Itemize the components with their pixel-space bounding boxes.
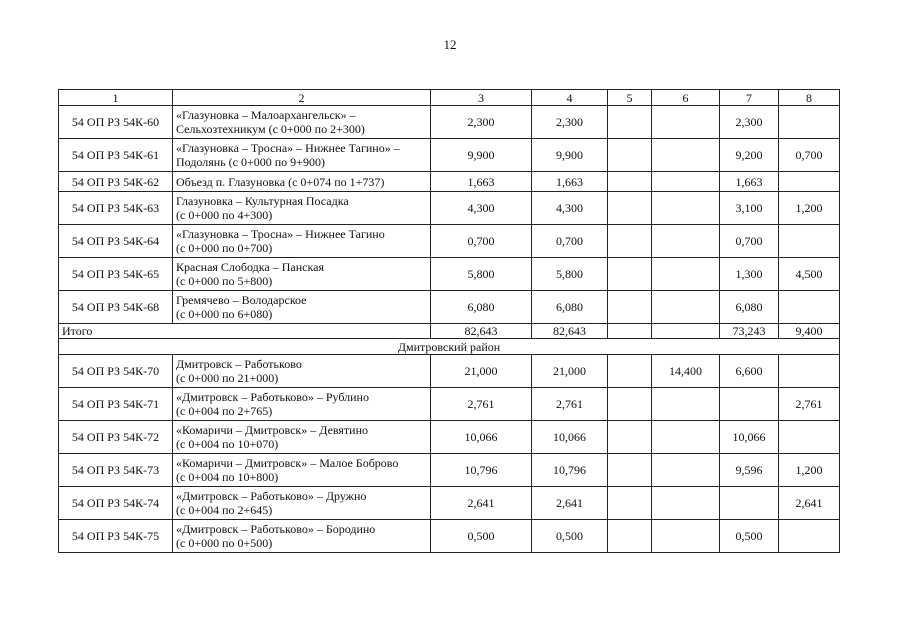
table-row — [59, 487, 840, 520]
cell-col-8 — [779, 421, 840, 454]
cell-col-8: 0,700 — [779, 139, 840, 172]
cell-col-6 — [652, 106, 720, 139]
road-name-line2: (с 0+000 по 0+700) — [176, 241, 273, 255]
cell-col-6 — [652, 291, 720, 324]
cell-col-5 — [608, 225, 652, 258]
cell-col-7: 6,080 — [720, 291, 779, 324]
cell-col-3: 0,500 — [431, 520, 532, 553]
cell-col-4: 0,500 — [532, 520, 608, 553]
total-label: Итого — [59, 324, 431, 339]
total-col-4: 82,643 — [532, 324, 608, 339]
cell-col-8 — [779, 225, 840, 258]
road-name — [173, 520, 431, 553]
cell-col-4: 1,663 — [532, 172, 608, 192]
cell-col-4: 10,796 — [532, 454, 608, 487]
cell-col-6 — [652, 388, 720, 421]
road-code: 54 ОП РЗ 54К-62 — [59, 172, 173, 192]
table-body — [59, 106, 840, 553]
road-code: 54 ОП РЗ 54К-73 — [59, 454, 173, 487]
table-row — [59, 225, 840, 258]
road-name-line1: «Дмитровск – Работьково» – Бородино — [176, 522, 376, 536]
table-row — [59, 520, 840, 553]
road-name-line2: (с 0+000 по 6+080) — [176, 307, 273, 321]
table-row — [59, 172, 840, 192]
cell-col-7: 0,700 — [720, 225, 779, 258]
cell-col-8 — [779, 172, 840, 192]
road-name-line1: «Глазуновка – Тросна» – Нижнее Тагино — [176, 227, 385, 241]
cell-col-7: 9,596 — [720, 454, 779, 487]
cell-col-4: 0,700 — [532, 225, 608, 258]
road-name-line2: (с 0+004 по 2+645) — [176, 503, 273, 517]
road-name — [173, 192, 431, 225]
total-col-6 — [652, 324, 720, 339]
cell-col-4: 2,761 — [532, 388, 608, 421]
total-col-3: 82,643 — [431, 324, 532, 339]
cell-col-6: 14,400 — [652, 355, 720, 388]
total-col-8: 9,400 — [779, 324, 840, 339]
road-name-line2: Подолянь (с 0+000 по 9+900) — [176, 155, 325, 169]
road-name-line2: (с 0+000 по 21+000) — [176, 371, 279, 385]
cell-col-7: 3,100 — [720, 192, 779, 225]
road-code: 54 ОП РЗ 54К-64 — [59, 225, 173, 258]
cell-col-3: 9,900 — [431, 139, 532, 172]
road-name-line2: (с 0+000 по 5+800) — [176, 274, 273, 288]
road-name-line1: Красная Слободка – Панская — [176, 260, 324, 274]
road-code: 54 ОП РЗ 54К-75 — [59, 520, 173, 553]
header-col-1: 1 — [59, 90, 173, 106]
cell-col-7 — [720, 487, 779, 520]
cell-col-5 — [608, 520, 652, 553]
road-name — [173, 487, 431, 520]
road-code: 54 ОП РЗ 54К-60 — [59, 106, 173, 139]
cell-col-5 — [608, 139, 652, 172]
road-name-line2: (с 0+000 по 0+500) — [176, 536, 273, 550]
road-name-line1: Объезд п. Глазуновка (с 0+074 по 1+737) — [176, 174, 385, 189]
road-name-line1: «Дмитровск – Работьково» – Дружно — [176, 489, 367, 503]
road-name — [173, 388, 431, 421]
cell-col-8: 2,641 — [779, 487, 840, 520]
section-row — [59, 339, 840, 355]
cell-col-6 — [652, 454, 720, 487]
cell-col-3: 6,080 — [431, 291, 532, 324]
road-name — [173, 421, 431, 454]
cell-col-5 — [608, 355, 652, 388]
road-name — [173, 139, 431, 172]
cell-col-3: 1,663 — [431, 172, 532, 192]
cell-col-4: 6,080 — [532, 291, 608, 324]
header-col-4: 4 — [532, 90, 608, 106]
cell-col-8: 4,500 — [779, 258, 840, 291]
table-row — [59, 139, 840, 172]
cell-col-5 — [608, 172, 652, 192]
cell-col-7: 1,663 — [720, 172, 779, 192]
cell-col-5 — [608, 106, 652, 139]
cell-col-5 — [608, 487, 652, 520]
cell-col-6 — [652, 172, 720, 192]
header-col-5: 5 — [608, 90, 652, 106]
roads-table — [58, 89, 840, 553]
road-name-line2: (с 0+004 по 10+800) — [176, 470, 279, 484]
road-name — [173, 225, 431, 258]
cell-col-4: 21,000 — [532, 355, 608, 388]
road-code: 54 ОП РЗ 54К-63 — [59, 192, 173, 225]
road-code: 54 ОП РЗ 54К-72 — [59, 421, 173, 454]
road-code: 54 ОП РЗ 54К-65 — [59, 258, 173, 291]
table-row — [59, 388, 840, 421]
header-col-6: 6 — [652, 90, 720, 106]
road-name-line1: Гремячево – Володарское — [176, 293, 307, 307]
cell-col-3: 4,300 — [431, 192, 532, 225]
cell-col-7: 9,200 — [720, 139, 779, 172]
cell-col-4: 2,641 — [532, 487, 608, 520]
cell-col-6 — [652, 192, 720, 225]
table-row — [59, 454, 840, 487]
cell-col-8 — [779, 520, 840, 553]
cell-col-7 — [720, 388, 779, 421]
cell-col-6 — [652, 421, 720, 454]
road-name — [173, 258, 431, 291]
road-name-line1: «Комаричи – Дмитровск» – Девятино — [176, 423, 369, 437]
road-code: 54 ОП РЗ 54К-70 — [59, 355, 173, 388]
cell-col-7: 2,300 — [720, 106, 779, 139]
header-col-8: 8 — [779, 90, 840, 106]
road-name-line1: «Комаричи – Дмитровск» – Малое Боброво — [176, 456, 399, 470]
road-name — [173, 172, 431, 192]
table-row — [59, 192, 840, 225]
cell-col-6 — [652, 487, 720, 520]
cell-col-3: 0,700 — [431, 225, 532, 258]
cell-col-4: 4,300 — [532, 192, 608, 225]
total-col-5 — [608, 324, 652, 339]
header-row — [59, 90, 840, 106]
cell-col-8 — [779, 355, 840, 388]
road-name-line2: (с 0+000 по 4+300) — [176, 208, 273, 222]
road-name-line1: «Дмитровск – Работьково» – Рублино — [176, 390, 369, 404]
cell-col-3: 2,761 — [431, 388, 532, 421]
cell-col-4: 5,800 — [532, 258, 608, 291]
page-number: 12 — [443, 37, 457, 52]
road-name — [173, 291, 431, 324]
road-code: 54 ОП РЗ 54К-61 — [59, 139, 173, 172]
cell-col-8 — [779, 106, 840, 139]
road-name-line1: «Глазуновка – Тросна» – Нижнее Тагино» – — [176, 141, 400, 155]
road-name — [173, 454, 431, 487]
total-col-7: 73,243 — [720, 324, 779, 339]
road-code: 54 ОП РЗ 54К-74 — [59, 487, 173, 520]
road-name-line2: (с 0+004 по 2+765) — [176, 404, 273, 418]
cell-col-3: 21,000 — [431, 355, 532, 388]
table-row — [59, 421, 840, 454]
header-col-2: 2 — [173, 90, 431, 106]
table-row — [59, 258, 840, 291]
total-row — [59, 324, 840, 339]
cell-col-6 — [652, 258, 720, 291]
cell-col-5 — [608, 421, 652, 454]
cell-col-4: 2,300 — [532, 106, 608, 139]
cell-col-7: 1,300 — [720, 258, 779, 291]
table-header — [59, 90, 840, 106]
cell-col-6 — [652, 520, 720, 553]
cell-col-5 — [608, 291, 652, 324]
cell-col-8: 1,200 — [779, 454, 840, 487]
table-row — [59, 291, 840, 324]
cell-col-3: 5,800 — [431, 258, 532, 291]
cell-col-3: 2,300 — [431, 106, 532, 139]
road-code: 54 ОП РЗ 54К-71 — [59, 388, 173, 421]
header-col-3: 3 — [431, 90, 532, 106]
cell-col-3: 10,796 — [431, 454, 532, 487]
cell-col-5 — [608, 258, 652, 291]
cell-col-5 — [608, 192, 652, 225]
table-row — [59, 355, 840, 388]
cell-col-7: 10,066 — [720, 421, 779, 454]
cell-col-7: 6,600 — [720, 355, 779, 388]
road-name — [173, 355, 431, 388]
cell-col-4: 10,066 — [532, 421, 608, 454]
road-name-line1: Дмитровск – Работьково — [176, 357, 302, 371]
cell-col-8 — [779, 291, 840, 324]
cell-col-6 — [652, 225, 720, 258]
table-row — [59, 106, 840, 139]
cell-col-7: 0,500 — [720, 520, 779, 553]
section-title: Дмитровский район — [59, 339, 840, 355]
cell-col-5 — [608, 454, 652, 487]
road-name-line1: Глазуновка – Культурная Посадка — [176, 194, 349, 208]
road-name — [173, 106, 431, 139]
road-code: 54 ОП РЗ 54К-68 — [59, 291, 173, 324]
cell-col-6 — [652, 139, 720, 172]
cell-col-8: 1,200 — [779, 192, 840, 225]
road-name-line2: Сельхозтехникум (с 0+000 по 2+300) — [176, 122, 365, 136]
cell-col-3: 10,066 — [431, 421, 532, 454]
road-name-line2: (с 0+004 по 10+070) — [176, 437, 279, 451]
header-col-7: 7 — [720, 90, 779, 106]
road-name-line1: «Глазуновка – Малоархангельск» – — [176, 108, 356, 122]
cell-col-3: 2,641 — [431, 487, 532, 520]
cell-col-4: 9,900 — [532, 139, 608, 172]
cell-col-8: 2,761 — [779, 388, 840, 421]
cell-col-5 — [608, 388, 652, 421]
